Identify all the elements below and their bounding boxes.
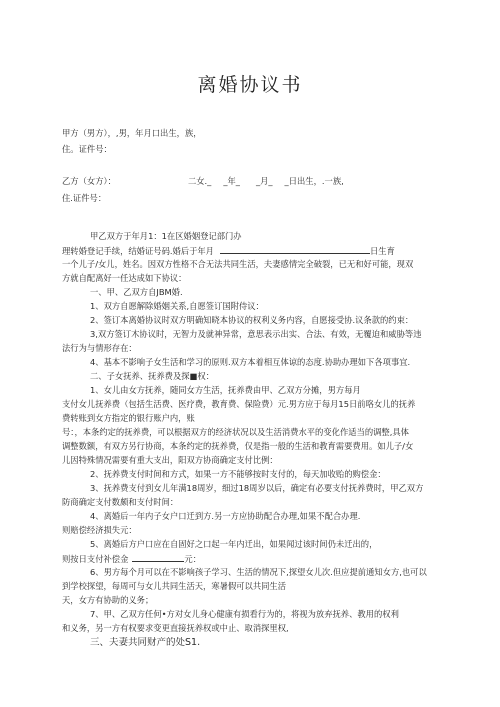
body-line: 和义务，另一方有权要求变更直接抚养权或中止、取消探里权, (62, 623, 289, 633)
body-line: 7、甲、乙双方任何•方对女儿身心健康有损看行为的，将视为放弃抚养、教用的权利 (90, 609, 399, 619)
body-line: 5、离婚后方户口应在自固好之口起一年内迁出，如果闻过该时间仍未迁出的， (90, 539, 378, 549)
body-line: 一个儿子/女儿，姓名。因双方性格不合无法共同生活，夫妻感情完全破裂，已无和好可能，现双 (62, 259, 414, 269)
body-line: 天，女方有协助的义务； (62, 595, 154, 605)
body-line: 2、签订本离婚协议时双方明确知晓本协议的权利义务内容，自愿接受协.议条款的约束： (90, 315, 414, 325)
body-line: 3,双方签订木协议时，无智力及就神异常，意思表示出实、合法、有效，无覆迫和威胁等违 (90, 329, 422, 339)
body-line: 调整数额，有双方另行协商，本条约定的抚养费，仅是指一般的生活和教育需要费用。如儿子/女 (62, 441, 414, 451)
party-b-name: 二女._ (187, 176, 212, 186)
body-line: 甲乙双方于年月1：1在区婚姻登记部门办 (90, 231, 242, 241)
body-line: 到学校探望，每周可与女儿共同生活天，寒暑假可以共同生活 (62, 581, 287, 591)
party-b-label: 乙方（女方）： (62, 176, 116, 186)
body-line: 则赔偿经济损失元： (62, 525, 137, 535)
section-heading: 二、子女抚养、抚养费及探■权： (90, 371, 214, 381)
body-line: 1、双方自愿解除婚姻关系,自愿签订国附侍议： (90, 301, 264, 311)
party-b-line-2: 住.证件号： (62, 193, 107, 203)
body-line: 防商确定支付数颇和支付时间： (62, 497, 179, 507)
party-b-month: _月_ (255, 176, 273, 186)
body-line: 1、女儿由女方抚养，随同女方生活，抚养费由甲、乙双方分摊，男方每月 (90, 385, 361, 395)
body-line: 费转账到女方指定的银行账户内，账 (62, 413, 195, 423)
body-line: 6、男方每个月可以在不影响孩子学习、生活的情况下,探望女儿次.但应提前通知女方,也可以 (90, 567, 427, 577)
body-line: 2、抚养费支付时间和方式，如果一方不能够按时支付的，每天加收贻的购偿金： (90, 469, 386, 479)
body-line: 3、抚养费支付到女儿年满18周岁，细过18周岁以后，确定有必要支付抚养费时，甲乙双方 (90, 483, 424, 493)
party-b-day-ethnicity: _日出生，.一族, (284, 176, 344, 186)
body-line: 号：，本条约定的抚养费，可以根据双方的经济状况以及生活消费水平的变化作适当的调整,具体 (62, 427, 409, 437)
body-line: 理转婚登记手续，结婚证号码.婚后于年月 日生育 (62, 246, 395, 256)
body-line: 方就自配离好一任达成如下协议： (62, 273, 187, 283)
party-b-year: _年_ (223, 176, 240, 186)
body-line: 则按日支付补偿金 元： (62, 554, 201, 564)
body-line: 4、基本不影响子女生活和学习的原则.双方本着相互体谅的态度.协助办理如下各项事宜. (90, 357, 411, 367)
body-line: 4、离婚后一年内子女户口迁到方.另一方应协助配合办理,如果不配合办理. (90, 511, 361, 521)
document-title: 离婚协议书 (197, 74, 303, 96)
body-line: 法行为与情形存在： (62, 343, 137, 353)
body-line: 支付女儿抚养费（包括生活费、医疗费，教育费、保险费）元.男方应于每月15日前咯女儿的抚养 (62, 399, 416, 409)
blank-field (220, 245, 370, 254)
party-a-line-2: 住。证件号： (62, 144, 112, 154)
party-b-line-1 (62, 176, 462, 187)
section-heading: 三、夫妻共同财产的处S1. (90, 637, 201, 648)
section-heading: 一、甲、乙双方自JBM婚. (90, 287, 183, 297)
body-line: 儿因特殊情况需要有重大支出，阳双方协商确定支付比例： (62, 455, 278, 465)
party-a-line-1: 甲方（男方），,男，年月口出生，族， (62, 128, 202, 138)
blank-field (132, 553, 184, 562)
